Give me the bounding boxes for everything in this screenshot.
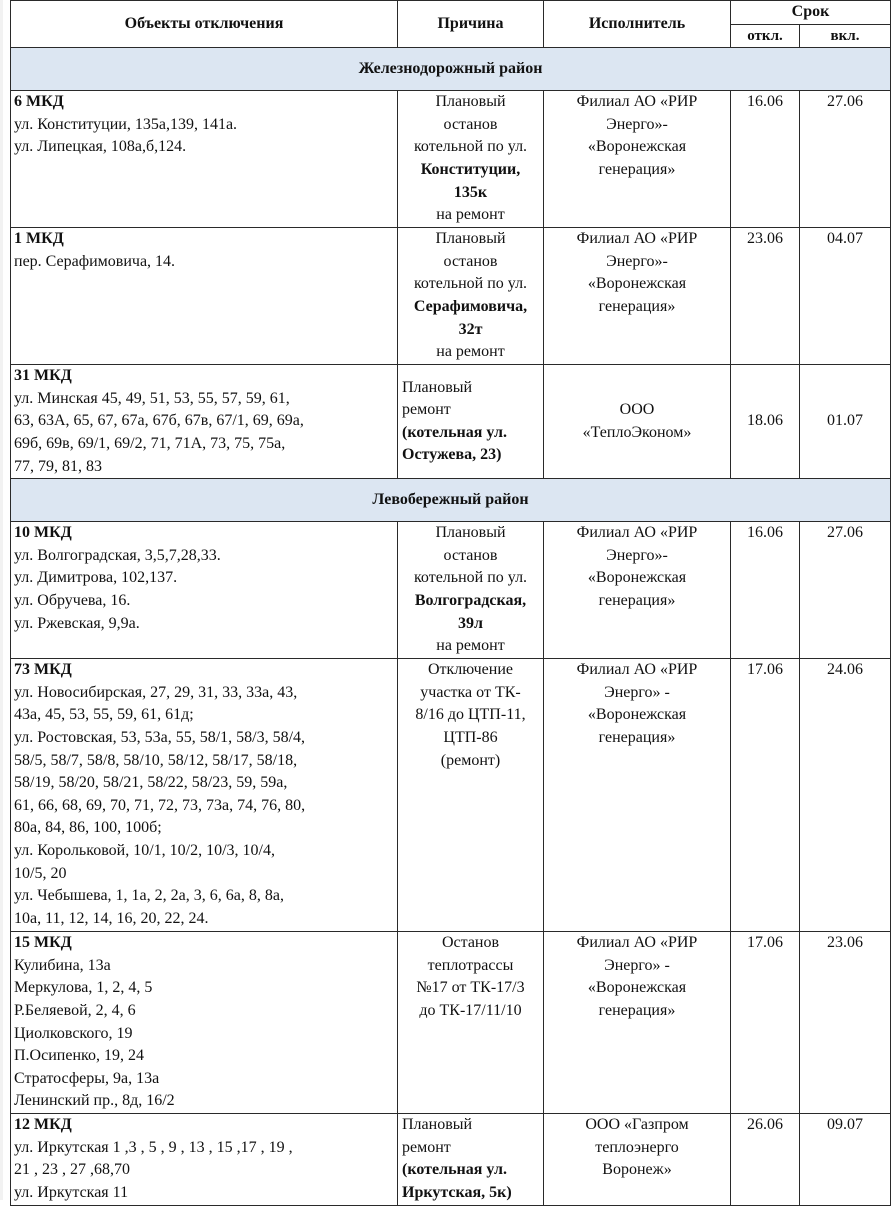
reason-line: на ремонт (436, 343, 505, 361)
address-line: 43а, 45, 53, 55, 59, 61, 61д; (14, 706, 194, 724)
executor-line: Филиал АО «РИР (576, 230, 698, 248)
objects-cell (11, 522, 398, 659)
reason-line: Конституции, (420, 160, 521, 178)
address-line: ул. Корольковой, 10/1, 10/2, 10/3, 10/4, (14, 841, 275, 859)
on-date: 01.07 (800, 365, 891, 479)
address-line: ул. Обручева, 16. (14, 591, 131, 609)
objects-cell (11, 1114, 398, 1206)
reason-line: останов (443, 546, 498, 564)
table-row (11, 91, 891, 228)
on-date: 23.06 (800, 932, 891, 1114)
off-date: 26.06 (731, 1114, 800, 1206)
reason-line: 32т (458, 320, 483, 338)
objects-cell (11, 365, 398, 479)
reason-line: 8/16 до ЦТП-11, (415, 706, 526, 724)
off-date: 17.06 (731, 932, 800, 1114)
reason-line: котельной по ул. (413, 275, 528, 293)
reason-line: Плановый (402, 378, 473, 396)
address-line: ул. Новосибирская, 27, 29, 31, 33, 33а, 43, (14, 683, 298, 701)
address-line: ул. Димитрова, 102,137. (14, 569, 178, 587)
reason-line: (котельная ул. (402, 1161, 507, 1179)
executor-line: «Воронежская (587, 569, 687, 587)
objects-cell (11, 91, 398, 228)
off-date: 16.06 (731, 522, 800, 659)
on-date: 27.06 (800, 522, 891, 659)
address-line: П.Осипенко, 19, 24 (14, 1047, 144, 1065)
executor-line: ООО (619, 401, 655, 419)
reason-cell (398, 365, 544, 479)
executor-line: Энерго»- (606, 252, 668, 270)
reason-cell (398, 91, 544, 228)
table-row (11, 522, 891, 659)
reason-line: Плановый (435, 230, 506, 248)
reason-line: ремонт (402, 1138, 451, 1156)
address-line: Стратосферы, 9а, 13а (14, 1069, 160, 1087)
on-date: 27.06 (800, 91, 891, 228)
executor-cell (544, 228, 731, 365)
reason-line: ремонт (402, 401, 451, 419)
executor-line: генерация» (598, 728, 676, 746)
on-date: 04.07 (800, 228, 891, 365)
building-count: 12 МКД (14, 1116, 72, 1134)
reason-line: Отключение (427, 661, 514, 679)
executor-line: генерация» (598, 591, 676, 609)
objects-cell (11, 659, 398, 932)
address-line: 61, 66, 68, 69, 70, 71, 72, 73, 73а, 74, 76, 80, (14, 796, 306, 814)
executor-line: Энерго» - (604, 956, 670, 974)
objects-cell (11, 228, 398, 365)
reason-line: Волгоградская, (414, 591, 527, 609)
reason-line: на ремонт (436, 206, 505, 224)
reason-line: Остужева, 23) (402, 446, 502, 464)
reason-line: котельной по ул. (413, 138, 528, 156)
district-row (11, 48, 891, 91)
table-row (11, 1114, 891, 1206)
address-line: Р.Беляевой, 2, 4, 6 (14, 1001, 136, 1019)
building-count: 1 МКД (14, 230, 64, 248)
address-line: ул. Иркутская 1 ,3 , 5 , 9 , 13 , 15 ,17 , 19 , (14, 1138, 293, 1156)
address-line: 58/5, 58/7, 58/8, 58/10, 58/12, 58/17, 58/18, (14, 751, 298, 769)
address-line: ул. Ростовская, 53, 53а, 55, 58/1, 58/3, 58/4, (14, 728, 306, 746)
executor-line: генерация» (598, 1001, 676, 1019)
executor-line: Энерго»- (606, 115, 668, 133)
header-on: вкл. (800, 24, 891, 48)
reason-line: 135к (453, 183, 488, 201)
reason-cell (398, 659, 544, 932)
header-off: откл. (731, 24, 800, 48)
reason-line: (котельная ул. (402, 423, 507, 441)
reason-line: Останов (441, 934, 500, 952)
off-date: 17.06 (731, 659, 800, 932)
address-line: 21 , 23 , 27 ,68,70 (14, 1161, 130, 1179)
executor-line: Энерго» - (604, 683, 670, 701)
executor-line: Филиал АО «РИР (576, 524, 698, 542)
building-count: 73 МКД (14, 661, 72, 679)
address-line: ул. Волгоградская, 3,5,7,28,33. (14, 546, 221, 564)
district-name: Железнодорожный район (11, 48, 891, 91)
executor-line: «ТеплоЭконом» (582, 423, 692, 441)
address-line: пер. Серафимовича, 14. (14, 252, 176, 270)
reason-line: ЦТП-86 (443, 728, 498, 746)
table-row (11, 932, 891, 1114)
off-date: 23.06 (731, 228, 800, 365)
header-reason: Причина (398, 1, 544, 48)
header-term: Срок (731, 1, 891, 25)
reason-line: Иркутская, 5к) (402, 1183, 512, 1201)
reason-line: останов (443, 252, 498, 270)
address-line: 80а, 84, 86, 100, 100б; (14, 819, 162, 837)
building-count: 31 МКД (14, 367, 72, 385)
reason-line: останов (443, 115, 498, 133)
reason-line: 39л (458, 614, 483, 632)
off-date: 16.06 (731, 91, 800, 228)
table-row (11, 659, 891, 932)
on-date: 09.07 (800, 1114, 891, 1206)
on-date: 24.06 (800, 659, 891, 932)
executor-line: Энерго»- (606, 546, 668, 564)
address-line: Ленинский пр., 8д, 16/2 (14, 1092, 175, 1110)
address-line: Меркулова, 1, 2, 4, 5 (14, 979, 153, 997)
executor-line: ООО «Газпром (585, 1116, 689, 1134)
reason-line: №17 от ТК-17/3 (416, 979, 525, 997)
building-count: 10 МКД (14, 524, 72, 542)
table-row (11, 365, 891, 479)
reason-cell (398, 228, 544, 365)
executor-line: «Воронежская (587, 275, 687, 293)
executor-line: «Воронежская (587, 138, 687, 156)
off-date: 18.06 (731, 365, 800, 479)
address-line: Циолковского, 19 (14, 1024, 133, 1042)
executor-line: «Воронежская (587, 979, 687, 997)
executor-cell (544, 91, 731, 228)
reason-line: (ремонт) (440, 751, 501, 769)
executor-line: генерация» (598, 297, 676, 315)
building-count: 15 МКД (14, 934, 72, 952)
building-count: 6 МКД (14, 93, 64, 111)
reason-cell (398, 1114, 544, 1206)
executor-cell (544, 522, 731, 659)
objects-cell (11, 932, 398, 1114)
district-name: Левобережный район (11, 479, 891, 522)
reason-line: Серафимовича, (413, 297, 528, 315)
outage-table (10, 0, 891, 1206)
address-line: 69б, 69в, 69/1, 69/2, 71, 71А, 73, 75, 75а, (14, 434, 286, 452)
reason-line: Плановый (435, 524, 506, 542)
executor-line: генерация» (598, 160, 676, 178)
reason-line: Плановый (402, 1116, 473, 1134)
reason-cell (398, 932, 544, 1114)
reason-line: участка от ТК- (420, 683, 521, 701)
executor-cell (544, 365, 731, 479)
executor-line: Филиал АО «РИР (576, 93, 698, 111)
executor-cell (544, 1114, 731, 1206)
address-line: ул. Минская 45, 49, 51, 53, 55, 57, 59, 61, (14, 389, 290, 407)
header-objects: Объекты отключения (11, 1, 398, 48)
address-line: 63, 63А, 65, 67, 67а, 67б, 67в, 67/1, 69, 69а, (14, 412, 304, 430)
address-line: Кулибина, 13а (14, 956, 111, 974)
reason-line: на ремонт (436, 637, 505, 655)
executor-line: Филиал АО «РИР (576, 934, 698, 952)
page-edge (0, 0, 3, 1200)
address-line: 10а, 11, 12, 14, 16, 20, 22, 24. (14, 909, 209, 927)
address-line: ул. Конституции, 135а,139, 141а. (14, 115, 238, 133)
executor-line: Воронеж» (602, 1161, 672, 1179)
address-line: 10/5, 20 (14, 864, 67, 882)
district-row (11, 479, 891, 522)
header-executor: Исполнитель (544, 1, 731, 48)
executor-cell (544, 659, 731, 932)
address-line: ул. Ржевская, 9,9а. (14, 614, 140, 632)
executor-cell (544, 932, 731, 1114)
executor-line: теплоэнерго (595, 1138, 679, 1156)
reason-line: до ТК-17/11/10 (419, 1001, 522, 1019)
reason-cell (398, 522, 544, 659)
reason-line: котельной по ул. (413, 569, 528, 587)
address-line: ул. Чебышева, 1, 1а, 2, 2а, 3, 6, 6а, 8, 8а, (14, 887, 284, 905)
address-line: 58/19, 58/20, 58/21, 58/22, 58/23, 59, 59а, (14, 774, 288, 792)
reason-line: теплотрассы (427, 956, 514, 974)
address-line: ул. Иркутская 11 (14, 1183, 129, 1201)
reason-line: Плановый (435, 93, 506, 111)
address-line: ул. Липецкая, 108а,б,124. (14, 138, 187, 156)
table-row (11, 228, 891, 365)
address-line: 77, 79, 81, 83 (14, 457, 102, 475)
executor-line: «Воронежская (587, 706, 687, 724)
executor-line: Филиал АО «РИР (576, 661, 698, 679)
